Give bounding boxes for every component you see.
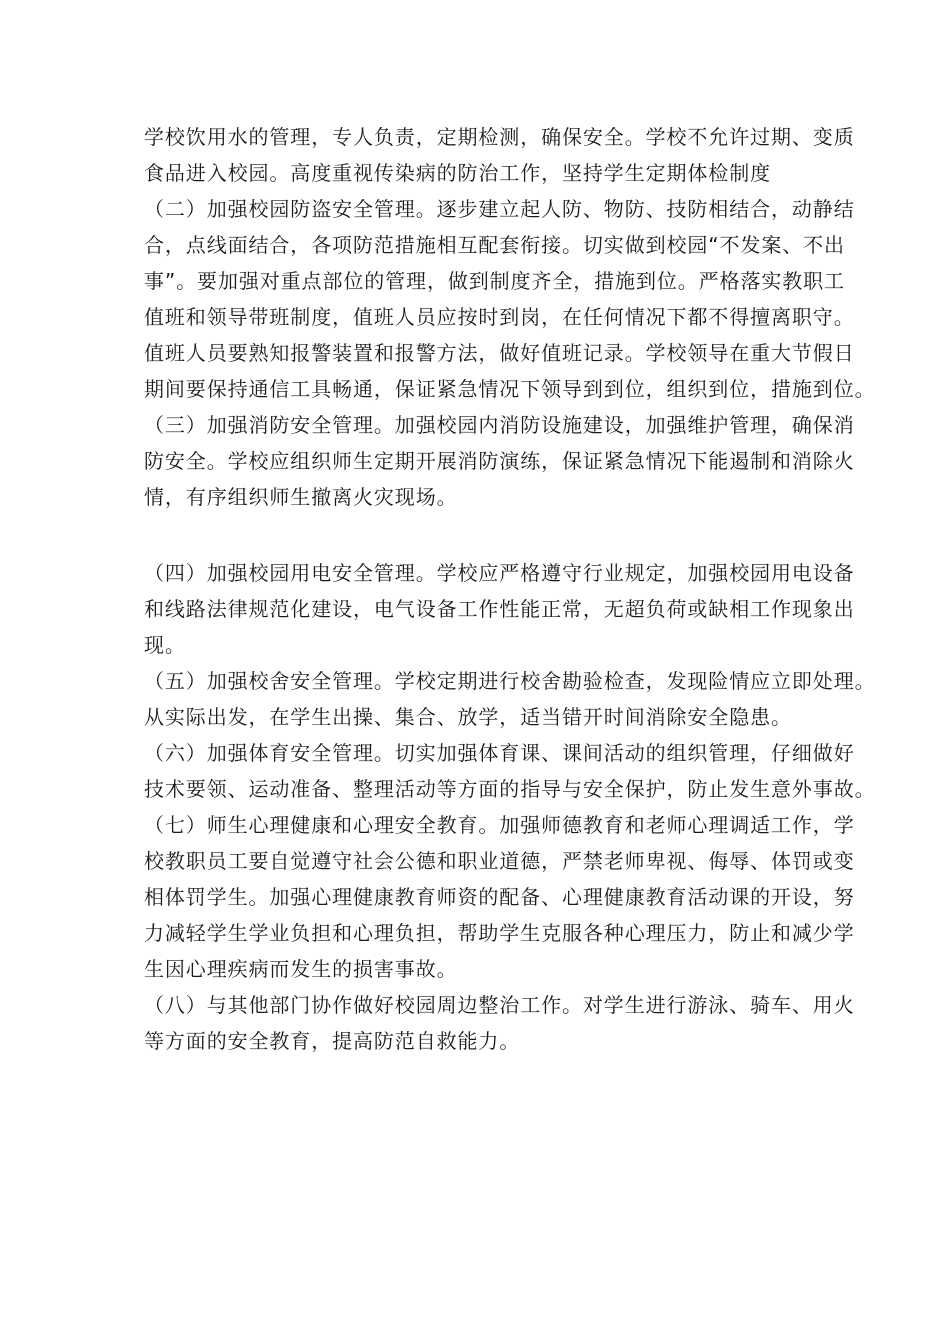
text-line: （三）加强消防安全管理。加强校园内消防设施建设，加强维护管理，确保消 (144, 413, 855, 437)
text-line: 期间要保持通信工具畅通，保证紧急情况下领导到到位，组织到位，措施到位。 (144, 377, 876, 401)
text-line: （五）加强校舍安全管理。学校定期进行校舍勘验检查，发现险情应立即处理。 (144, 669, 876, 693)
text-line: 力减轻学生学业负担和心理负担，帮助学生克服各种心理压力，防止和减少学 (144, 921, 855, 945)
text-line: 等方面的安全教育，提高防范自救能力。 (144, 1029, 521, 1053)
text-line: 从实际出发，在学生出操、集合、放学，适当错开时间消除安全隐患。 (144, 705, 792, 729)
text-line: （七）师生心理健康和心理安全教育。加强师德教育和老师心理调适工作，学 (144, 813, 855, 837)
text-line: 食品进入校园。高度重视传染病的防治工作，坚持学生定期体检制度 (144, 161, 771, 185)
text-line: 防安全。学校应组织师生定期开展消防演练，保证紧急情况下能遏制和消除火 (144, 449, 855, 473)
text-line: 学校饮用水的管理，专人负责，定期检测，确保安全。学校不允许过期、变质 (144, 125, 855, 149)
text-line: 合，点线面结合，各项防范措施相互配套衔接。切实做到校园“不发案、不出 (144, 233, 845, 257)
text-line: （四）加强校园用电安全管理。学校应严格遵守行业规定，加强校园用电设备 (144, 561, 855, 585)
text-line: 生因心理疾病而发生的损害事故。 (144, 957, 458, 981)
text-line: 值班人员要熟知报警装置和报警方法，做好值班记录。学校领导在重大节假日 (144, 341, 855, 365)
text-line: 相体罚学生。加强心理健康教育师资的配备、心理健康教育活动课的开设，努 (144, 885, 855, 909)
text-line: （二）加强校园防盗安全管理。逐步建立起人防、物防、技防相结合，动静结 (144, 197, 855, 221)
text-line: 事”。要加强对重点部位的管理，做到制度齐全，措施到位。严格落实教职工 (144, 269, 845, 293)
text-line: （六）加强体育安全管理。切实加强体育课、课间活动的组织管理，仔细做好 (144, 741, 855, 765)
text-line: 情，有序组织师生撤离火灾现场。 (144, 485, 458, 509)
text-line: 校教职员工要自觉遵守社会公德和职业道德，严禁老师卑视、侮辱、体罚或变 (144, 849, 855, 873)
text-line: 和线路法律规范化建设，电气设备工作性能正常，无超负荷或缺相工作现象出 (144, 597, 855, 621)
text-line: 现。 (144, 633, 186, 657)
text-line: 值班和领导带班制度，值班人员应按时到岗，在任何情况下都不得擅离职守。 (144, 305, 855, 329)
text-line: 技术要领、运动准备、整理活动等方面的指导与安全保护，防止发生意外事故。 (144, 777, 876, 801)
text-line: （八）与其他部门协作做好校园周边整治工作。对学生进行游泳、骑车、用火 (144, 993, 855, 1017)
